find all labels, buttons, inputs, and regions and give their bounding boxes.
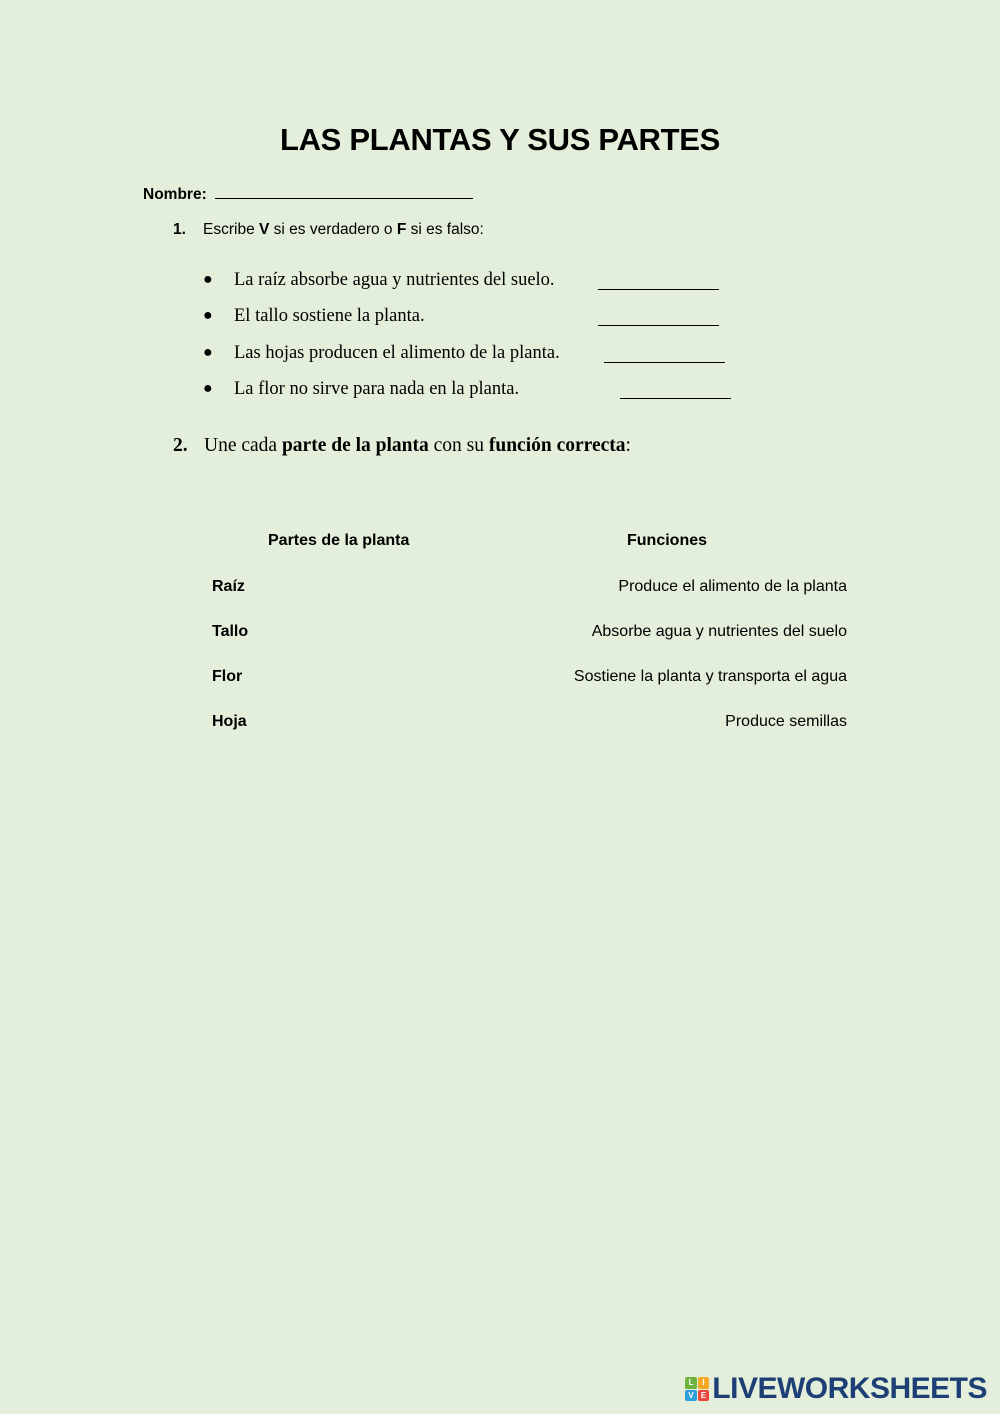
q2-text-b: con su	[428, 435, 489, 456]
q1-f-letter: F	[396, 221, 407, 238]
plant-part-item[interactable]: Raíz	[212, 578, 245, 595]
liveworksheets-logo-icon	[685, 1377, 709, 1401]
worksheet-title: LAS PLANTAS Y SUS PARTES	[279, 122, 721, 157]
liveworksheets-logo	[685, 1374, 987, 1404]
function-item[interactable]: Produce semillas	[725, 713, 847, 730]
question-1-number: 1.	[173, 221, 186, 238]
bullet-icon: ●	[203, 307, 213, 324]
tf-answer-blank[interactable]	[598, 289, 719, 290]
functions-column-header: Funciones	[627, 532, 708, 549]
tf-statement: El tallo sostiene la planta.	[234, 306, 425, 326]
q2-bold-b: función correcta	[488, 435, 626, 456]
plant-part-item[interactable]: Hoja	[212, 713, 247, 730]
name-label: Nombre:	[143, 186, 207, 203]
logo-letter: I	[698, 1377, 710, 1389]
question-2-prompt	[173, 435, 631, 457]
tf-answer-blank[interactable]	[598, 325, 719, 326]
logo-letter: L	[685, 1377, 697, 1389]
q2-text-a: Une cada	[204, 435, 282, 456]
plant-part-item[interactable]: Flor	[212, 668, 243, 685]
parts-column-header: Partes de la planta	[268, 532, 410, 549]
logo-letter: E	[698, 1390, 710, 1402]
tf-answer-blank[interactable]	[604, 362, 725, 363]
tf-statement: La raíz absorbe agua y nutrientes del suelo.	[234, 270, 555, 290]
bullet-icon: ●	[203, 380, 213, 397]
bullet-icon: ●	[203, 271, 213, 288]
q1-text-b: si es verdadero o	[269, 221, 397, 238]
liveworksheets-wordmark: LIVEWORKSHEETS	[712, 1372, 987, 1405]
function-item[interactable]: Absorbe agua y nutrientes del suelo	[591, 623, 847, 640]
bullet-icon: ●	[203, 344, 213, 361]
question-1-prompt	[173, 221, 484, 239]
q1-text-c: si es falso:	[406, 221, 484, 238]
plant-part-item[interactable]: Tallo	[212, 623, 249, 640]
tf-answer-blank[interactable]	[620, 398, 731, 399]
name-field[interactable]	[215, 183, 473, 199]
q2-bold-a: parte de la planta	[281, 435, 429, 456]
tf-statement: Las hojas producen el alimento de la planta.	[234, 343, 560, 363]
q1-v-letter: V	[259, 221, 270, 238]
q1-text-a: Escribe	[203, 221, 259, 238]
function-item[interactable]: Sostiene la planta y transporta el agua	[573, 668, 847, 685]
name-row	[143, 183, 473, 204]
logo-letter: V	[685, 1390, 697, 1402]
tf-statement: La flor no sirve para nada en la planta.	[234, 379, 520, 399]
q2-text-c: :	[625, 435, 631, 456]
question-2-number: 2.	[173, 435, 188, 456]
function-item[interactable]: Produce el alimento de la planta	[618, 578, 847, 595]
